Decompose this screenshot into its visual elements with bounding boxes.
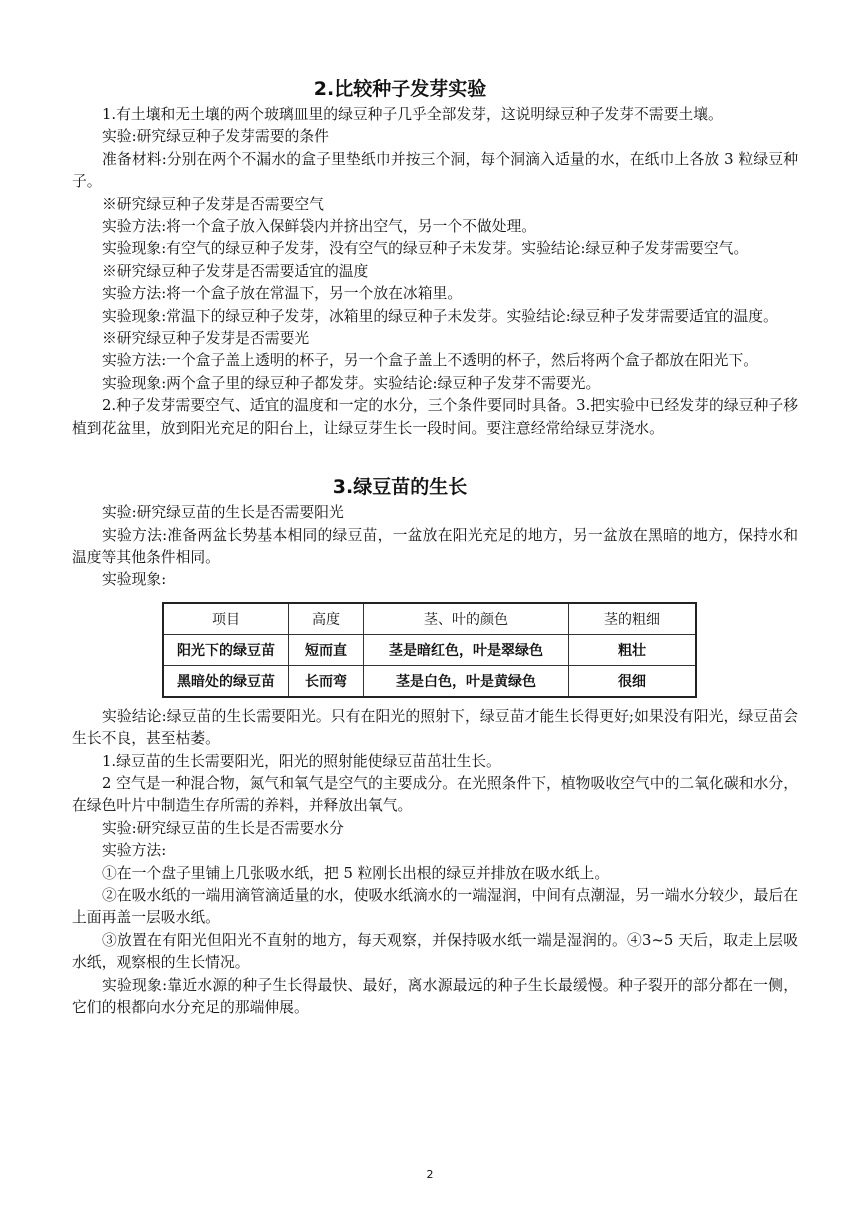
paragraph: ※研究绿豆种子发芽是否需要适宜的温度	[102, 262, 369, 280]
paragraph: ※研究绿豆种子发芽是否需要空气	[102, 195, 324, 213]
table-header-cell: 茎、叶的颜色	[364, 603, 569, 635]
table-row	[163, 634, 696, 665]
table-cell: 长而弯	[289, 665, 364, 697]
paragraph: 实验方法:一个盒子盖上透明的杯子，另一个盒子盖上不透明的杯子，然后将两个盒子都放在阳光下。	[102, 352, 759, 370]
paragraph: ①在一个盘子里铺上几张吸水纸，把 5 粒刚长出根的绿豆并排放在吸水纸上。	[102, 864, 610, 882]
table-cell: 很细	[569, 665, 697, 697]
paragraph: 2 空气是一种混合物，氮气和氧气是空气的主要成分。在光照条件下，植物吸收空气中的二氧化碳和水分，在绿色叶片中制造生存所需的养料，并释放出氧气。	[72, 774, 798, 815]
results-table	[162, 602, 697, 698]
table-cell: 阳光下的绿豆苗	[163, 634, 289, 665]
paragraph: 实验结论:绿豆苗的生长需要阳光。只有在阳光的照射下，绿豆苗才能生长得更好;如果没有阳光，绿豆苗会生长不良，甚至枯萎。	[72, 707, 798, 748]
paragraph: 实验:研究绿豆苗的生长是否需要水分	[102, 819, 344, 837]
paragraph: ②在吸水纸的一端用滴管滴适量的水，使吸水纸滴水的一端湿润，中间有点潮湿，另一端水分较少，最后在上面再盖一层吸水纸。	[72, 886, 798, 927]
table-header-row	[163, 603, 696, 635]
document-content	[72, 74, 798, 1019]
table-header-cell: 高度	[289, 603, 364, 635]
paragraph: 1.有土壤和无土壤的两个玻璃皿里的绿豆种子几乎全部发芽，这说明绿豆种子发芽不需要土壤。	[102, 106, 723, 123]
table-header-cell: 茎的粗细	[569, 603, 697, 635]
paragraph: 实验:研究绿豆种子发芽需要的条件	[102, 128, 329, 146]
paragraph: 准备材料:分别在两个不漏水的盒子里垫纸巾并按三个洞，每个洞滴入适量的水，在纸巾上各放 3 粒绿豆种子。	[72, 150, 798, 191]
table-header-cell: 项目	[163, 603, 289, 635]
table-cell: 茎是暗红色，叶是翠绿色	[364, 634, 569, 665]
table-cell: 粗壮	[569, 634, 697, 665]
table-row	[163, 665, 696, 697]
section-title: 2.比较种子发芽实验	[313, 78, 487, 100]
table-cell: 短而直	[289, 634, 364, 665]
paragraph: 实验方法:将一个盒子放入保鲜袋内并挤出空气，另一个不做处理。	[102, 218, 537, 236]
section-title: 3.绿豆苗的生长	[332, 476, 468, 499]
paragraph: 实验现象:两个盒子里的绿豆种子都发芽。实验结论:绿豆种子发芽不需要光。	[102, 374, 601, 392]
paragraph: 1.绿豆苗的生长需要阳光，阳光的照射能使绿豆苗茁壮生长。	[102, 752, 501, 770]
paragraph: 实验现象:常温下的绿豆种子发芽，冰箱里的绿豆种子未发芽。实验结论:绿豆种子发芽需要适宜的温度。	[102, 307, 778, 325]
results-table-wrapper	[162, 602, 798, 698]
paragraph: ③放置在有阳光但阳光不直射的地方，每天观察，并保持吸水纸一端是湿润的。④3~5 天后，取走上层吸水纸，观察根的生长情况。	[72, 931, 798, 972]
paragraph: 实验方法:准备两盆长势基本相同的绿豆苗，一盆放在阳光充足的地方，另一盆放在黑暗的地方，保持水和温度等其他条件相同。	[72, 526, 798, 566]
paragraph: 实验方法:将一个盒子放在常温下，另一个放在冰箱里。	[102, 285, 463, 303]
table-cell: 黑暗处的绿豆苗	[163, 665, 289, 697]
table-cell: 茎是白色，叶是黄绿色	[364, 665, 569, 697]
paragraph: ※研究绿豆种子发芽是否需要光	[102, 330, 310, 348]
paragraph: 实验:研究绿豆苗的生长是否需要阳光	[102, 504, 344, 522]
paragraph: 2.种子发芽需要空气、适宜的温度和一定的水分，三个条件要同时具备。3.把实验中已经发芽的绿豆种子移植到花盆里，放到阳光充足的阳台上，让绿豆芽生长一段时间。要注意经常给绿豆芽浇水。	[72, 397, 798, 437]
page-number: 2	[426, 1168, 434, 1181]
paragraph: 实验方法:	[102, 842, 167, 860]
paragraph: 实验现象:	[102, 571, 167, 589]
paragraph: 实验现象:有空气的绿豆种子发芽，没有空气的绿豆种子未发芽。实验结论:绿豆种子发芽需要空气。	[102, 240, 749, 258]
paragraph: 实验现象:靠近水源的种子生长得最快、最好，离水源最远的种子生长最缓慢。种子裂开的部分都在一侧，它们的根都向水分充足的那端伸展。	[72, 976, 798, 1016]
